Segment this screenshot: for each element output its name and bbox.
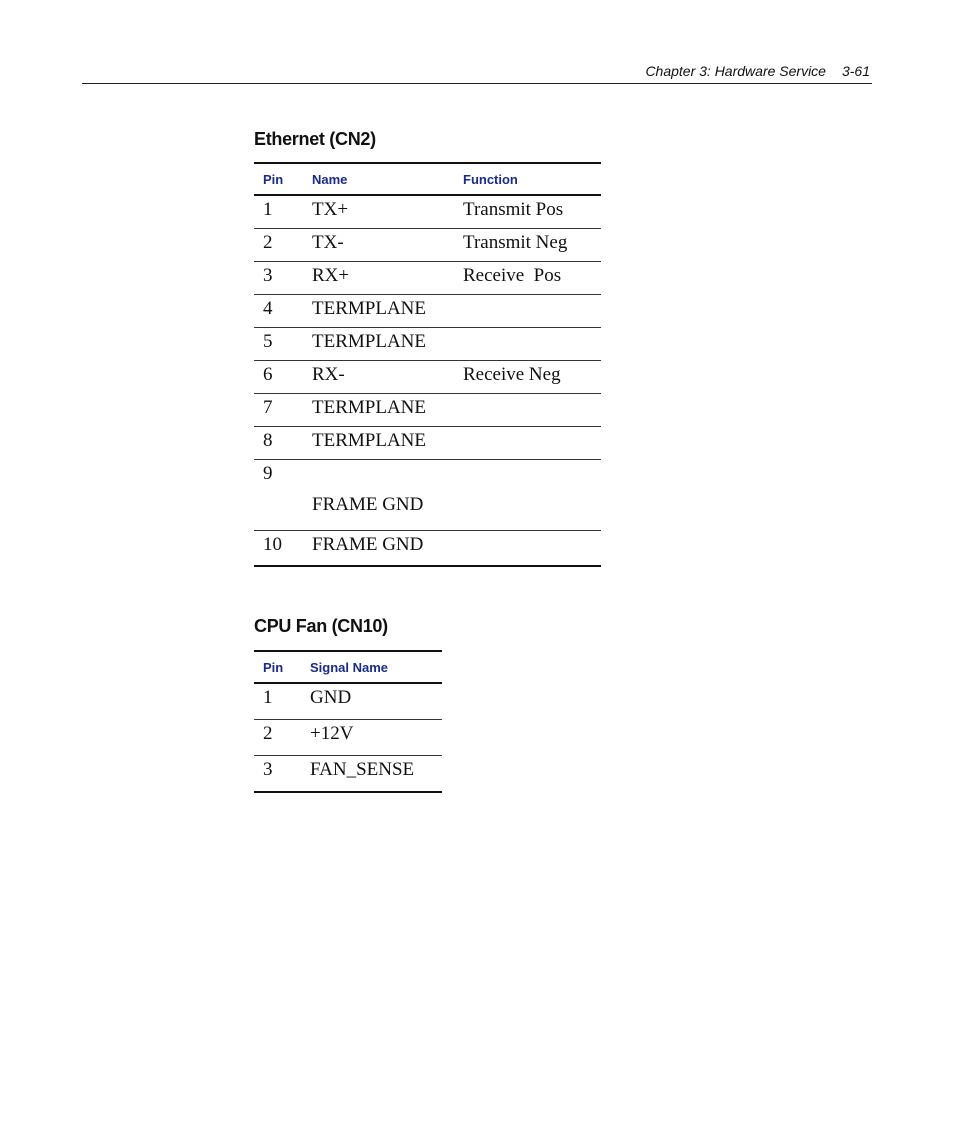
pin-cell: 2 bbox=[254, 719, 301, 755]
function-cell bbox=[454, 393, 601, 426]
cpu-fan-section-title: CPU Fan (CN10) bbox=[254, 616, 388, 636]
signal-name-cell: +12V bbox=[301, 719, 442, 755]
column-header-pin: Pin bbox=[254, 163, 303, 195]
pin-cell: 7 bbox=[254, 393, 303, 426]
running-head bbox=[82, 63, 872, 84]
function-cell: Receive Pos bbox=[454, 261, 601, 294]
function-cell: Transmit Neg bbox=[454, 228, 601, 261]
cpu-fan-pin-table bbox=[254, 650, 442, 793]
name-cell: RX- bbox=[303, 360, 454, 393]
pin-cell: 6 bbox=[254, 360, 303, 393]
table-row bbox=[254, 195, 601, 228]
name-text: FRAME GND bbox=[312, 493, 424, 515]
column-header-pin: Pin bbox=[254, 651, 301, 683]
table-row bbox=[254, 683, 442, 719]
table-row bbox=[254, 719, 442, 755]
table-row bbox=[254, 530, 601, 566]
pin-cell: 1 bbox=[263, 687, 273, 708]
name-cell: TERMPLANE bbox=[303, 426, 454, 459]
signal-name-cell: FAN_SENSE bbox=[301, 755, 442, 792]
name-cell: TERMPLANE bbox=[303, 294, 454, 327]
column-header-signal-name: Signal Name bbox=[301, 651, 442, 683]
pin-cell: 1 bbox=[263, 199, 273, 220]
pin-cell: 3 bbox=[254, 261, 303, 294]
column-header-name: Name bbox=[303, 163, 454, 195]
table-row bbox=[254, 393, 601, 426]
column-header-function: Function bbox=[454, 163, 601, 195]
ethernet-section-title: Ethernet (CN2) bbox=[254, 129, 376, 149]
table-row bbox=[254, 327, 601, 360]
table-row bbox=[254, 228, 601, 261]
function-cell bbox=[454, 530, 601, 566]
function-cell bbox=[454, 459, 601, 530]
signal-name-cell: GND bbox=[310, 687, 352, 708]
table-row bbox=[254, 755, 442, 792]
page-number: 3-61 bbox=[841, 63, 870, 79]
name-cell: TX+ bbox=[312, 199, 349, 220]
pin-cell: 3 bbox=[254, 755, 301, 792]
function-cell: Transmit Pos bbox=[463, 199, 564, 220]
table-row bbox=[254, 360, 601, 393]
name-cell: RX+ bbox=[303, 261, 454, 294]
name-cell bbox=[303, 459, 454, 530]
pin-cell: 9 bbox=[254, 459, 303, 530]
table-row bbox=[254, 294, 601, 327]
pin-cell: 8 bbox=[254, 426, 303, 459]
pin-cell: 10 bbox=[254, 530, 303, 566]
function-cell: Receive Neg bbox=[454, 360, 601, 393]
pin-cell: 5 bbox=[254, 327, 303, 360]
chapter-title: Chapter 3: Hardware Service bbox=[645, 63, 826, 79]
name-cell: TERMPLANE bbox=[303, 327, 454, 360]
name-cell: FRAME GND bbox=[303, 530, 454, 566]
table-row bbox=[254, 459, 601, 530]
pin-cell: 4 bbox=[254, 294, 303, 327]
name-cell: TX- bbox=[303, 228, 454, 261]
function-cell bbox=[454, 327, 601, 360]
function-cell bbox=[454, 426, 601, 459]
table-row bbox=[254, 261, 601, 294]
name-cell: TERMPLANE bbox=[303, 393, 454, 426]
table-row bbox=[254, 426, 601, 459]
table-header-row bbox=[254, 163, 601, 195]
ethernet-pin-table bbox=[254, 162, 601, 567]
pin-cell: 2 bbox=[254, 228, 303, 261]
function-cell bbox=[454, 294, 601, 327]
table-header-row bbox=[254, 651, 442, 683]
